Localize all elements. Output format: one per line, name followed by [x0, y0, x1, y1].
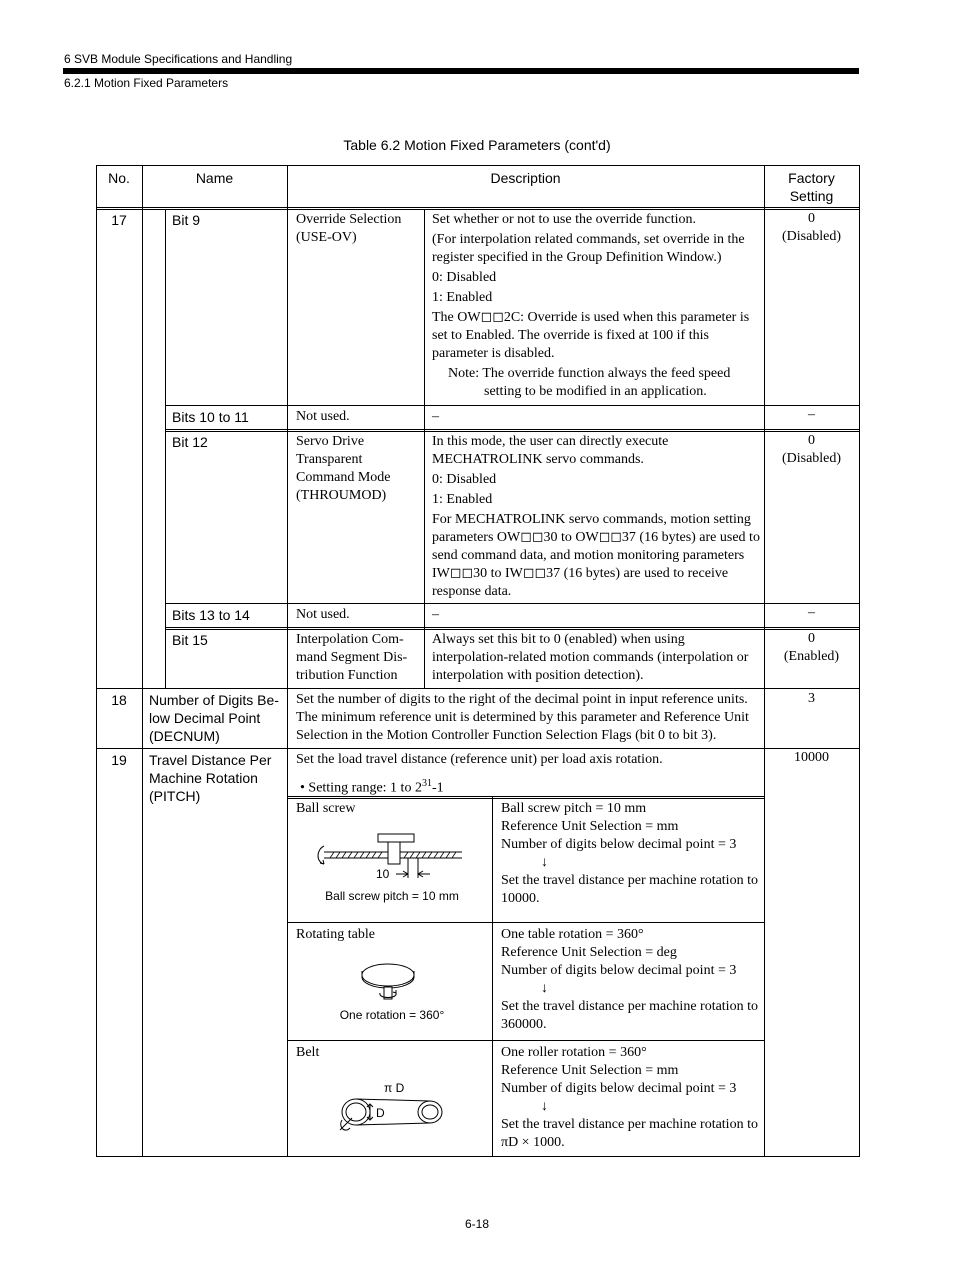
bit12-description: In this mode, the user can directly execute MECHATROLINK servo commands. 0: Disabled 1: Enabled For MECHATROLINK servo commands, motion setting parameters OW◻◻30 to OW◻◻37 (16 bytes) are used to send command data, and motion monitoring parameters IW◻◻30 to IW◻◻37 (16 bytes) are used to receive response data.	[432, 434, 760, 599]
ball-screw-figure-caption: Ball screw pitch = 10 mm	[325, 889, 459, 903]
row-19-name: Travel Distance Per Machine Rotation (PITCH)	[149, 752, 272, 804]
bit15-label: Bit 15	[172, 632, 208, 648]
column-header-factory-setting: Factory Setting	[788, 170, 835, 204]
bit9-description: Set whether or not to use the override function. (For interpolation related commands, set override in the register specified in the Group Definition Window.) 0: Disabled 1: Enabled The OW◻◻2C: Override is used when this parameter is set to Enabled. The override is fixed at 100 if this parameter is disabled. Note: The override function always the feed speed setting to be modified in an application.	[432, 212, 750, 399]
bit15-description: Always set this bit to 0 (enabled) when using interpolation-related motion commands (interpolation or interpolation with position detection).	[432, 632, 749, 683]
bits10-11-name: Not used.	[296, 409, 350, 424]
bits10-11-factory-setting: –	[808, 407, 815, 422]
belt-pi-d-label: π D	[384, 1081, 405, 1095]
setting-range: • Setting range: 1 to $2^{31}-1$	[300, 778, 444, 796]
example-belt-text: One roller rotation = 360° Reference Unit Selection = mm Number of digits below decimal point = 3 ↓ Set the travel distance per machine rotation to πD × 1000.	[501, 1045, 758, 1150]
bits13-14-name: Not used.	[296, 607, 350, 622]
example-rotating-table-title: Rotating table	[296, 927, 375, 942]
bits10-11-description: –	[432, 409, 439, 424]
bit15-name: Interpolation Com- mand Segment Dis- tribution Function	[296, 632, 408, 683]
rotating-table-figure	[358, 955, 420, 1003]
bits10-11-label: Bits 10 to 11	[172, 409, 249, 425]
bits13-14-factory-setting: –	[808, 605, 815, 620]
bit9-name: Override Selection (USE-OV)	[296, 212, 402, 245]
row-17-number: 17	[111, 212, 127, 228]
bits13-14-description: –	[432, 607, 439, 622]
bits13-14-label: Bits 13 to 14	[172, 607, 250, 623]
page-number: 6-18	[464, 1217, 490, 1231]
example-rotating-table-text: One table rotation = 360° Reference Unit Selection = deg Number of digits below decimal point = 3 ↓ Set the travel distance per machine rotation to 360000.	[501, 927, 758, 1032]
column-header-name: Name	[195, 170, 234, 186]
belt-figure	[334, 1092, 446, 1138]
column-header-no: No.	[108, 170, 130, 186]
example-belt-title: Belt	[296, 1045, 320, 1060]
row-18-factory-setting: 3	[808, 691, 815, 706]
row-18-number: 18	[111, 692, 127, 708]
belt-d-label: D	[376, 1106, 385, 1120]
bit9-factory-setting: 0 (Disabled)	[781, 211, 842, 244]
table-caption: Table 6.2 Motion Fixed Parameters (cont'd)	[343, 137, 611, 153]
bit12-label: Bit 12	[172, 434, 208, 450]
bit9-label: Bit 9	[172, 212, 201, 228]
row-18-name: Number of Digits Be- low Decimal Point (DECNUM)	[149, 692, 279, 744]
header-rule	[63, 68, 859, 74]
example-ball-screw-title: Ball screw	[296, 801, 356, 816]
ball-screw-figure	[312, 828, 472, 880]
row-19-number: 19	[111, 752, 127, 768]
bit12-name: Servo Drive Transparent Command Mode (THROUMOD)	[296, 434, 391, 503]
example-ball-screw-text: Ball screw pitch = 10 mm Reference Unit Selection = mm Number of digits below decimal point = 3 ↓ Set the travel distance per machine rotation to 10000.	[501, 801, 758, 906]
section-header: 6.2.1 Motion Fixed Parameters	[64, 76, 229, 90]
bit12-factory-setting: 0 (Disabled)	[781, 433, 842, 466]
column-header-description: Description	[490, 170, 561, 186]
row-18-description: Set the number of digits to the right of the decimal point in input reference units. The minimum reference unit is determined by this parameter and Reference Unit Selection in the Motion Controller Function Selection Flags (bit 0 to bit 3).	[296, 692, 749, 743]
row-19-factory-setting: 10000	[794, 750, 829, 765]
chapter-header: 6 SVB Module Specifications and Handling	[64, 52, 293, 66]
bit15-factory-setting: 0 (Enabled)	[783, 631, 840, 664]
rotating-table-figure-caption: One rotation = 360°	[339, 1008, 445, 1022]
ball-screw-pitch-value: 10	[376, 867, 390, 881]
row-19-description: Set the load travel distance (reference unit) per load axis rotation.	[296, 752, 663, 767]
